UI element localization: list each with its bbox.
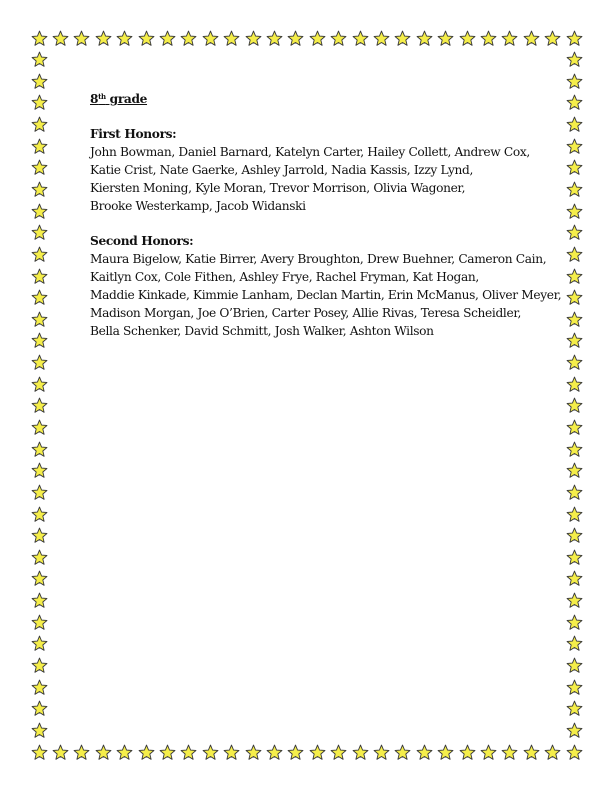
star-icon (31, 73, 48, 90)
grade-suffix: th (98, 92, 106, 101)
star-icon (416, 30, 433, 47)
star-icon (266, 744, 283, 761)
star-icon (31, 246, 48, 263)
first-honors-line: Kiersten Moning, Kyle Moran, Trevor Morrison, Olivia Wagoner, (90, 181, 466, 195)
star-icon (31, 679, 48, 696)
star-icon (437, 30, 454, 47)
grade-heading (90, 90, 147, 108)
star-icon (566, 635, 583, 652)
star-icon (31, 203, 48, 220)
star-icon (31, 224, 48, 241)
star-icon (31, 484, 48, 501)
star-icon (330, 30, 347, 47)
star-icon (31, 116, 48, 133)
star-icon (544, 30, 561, 47)
star-icon (566, 397, 583, 414)
star-icon (566, 462, 583, 479)
star-icon (544, 744, 561, 761)
star-icon (31, 397, 48, 414)
star-icon (245, 30, 262, 47)
star-icon (566, 419, 583, 436)
star-icon (394, 30, 411, 47)
second-honors-line: Kaitlyn Cox, Cole Fithen, Ashley Frye, Rachel Fryman, Kat Hogan, (90, 270, 479, 284)
star-icon (480, 744, 497, 761)
star-icon (566, 506, 583, 523)
star-icon (31, 441, 48, 458)
star-icon (31, 635, 48, 652)
star-icon (73, 744, 90, 761)
star-icon (31, 159, 48, 176)
star-icon (330, 744, 347, 761)
second-honors-section (90, 232, 562, 340)
star-icon (566, 441, 583, 458)
star-icon (138, 744, 155, 761)
star-icon (223, 30, 240, 47)
star-icon (116, 30, 133, 47)
star-icon (31, 527, 48, 544)
star-icon (416, 744, 433, 761)
star-icon (480, 30, 497, 47)
second-honors-line: Madison Morgan, Joe O’Brien, Carter Posey, Allie Rivas, Teresa Scheidler, (90, 306, 521, 320)
star-icon (31, 332, 48, 349)
star-icon (566, 592, 583, 609)
star-icon (566, 203, 583, 220)
star-icon (287, 744, 304, 761)
star-icon (566, 30, 583, 47)
star-icon (31, 419, 48, 436)
star-icon (31, 289, 48, 306)
star-icon (566, 289, 583, 306)
star-icon (566, 376, 583, 393)
star-icon (566, 181, 583, 198)
first-honors-title: First Honors: (90, 127, 177, 141)
star-icon (566, 570, 583, 587)
star-icon (566, 332, 583, 349)
star-icon (566, 224, 583, 241)
star-icon (394, 744, 411, 761)
star-icon (31, 376, 48, 393)
star-icon (31, 592, 48, 609)
star-icon (566, 549, 583, 566)
star-icon (138, 30, 155, 47)
star-icon (52, 30, 69, 47)
grade-number: 8 (90, 92, 99, 106)
star-icon (501, 30, 518, 47)
star-icon (373, 30, 390, 47)
star-icon (95, 30, 112, 47)
star-icon (566, 527, 583, 544)
star-icon (352, 744, 369, 761)
star-icon (566, 354, 583, 371)
star-icon (31, 462, 48, 479)
star-icon (31, 354, 48, 371)
star-icon (180, 744, 197, 761)
star-icon (287, 30, 304, 47)
second-honors-title: Second Honors: (90, 234, 194, 248)
star-icon (31, 138, 48, 155)
second-honors-line: Maddie Kinkade, Kimmie Lanham, Declan Martin, Erin McManus, Oliver Meyer, (90, 288, 562, 302)
star-icon (266, 30, 283, 47)
star-icon (223, 744, 240, 761)
star-icon (31, 657, 48, 674)
star-icon (459, 30, 476, 47)
star-icon (373, 744, 390, 761)
star-icon (459, 744, 476, 761)
star-icon (566, 657, 583, 674)
star-icon (566, 311, 583, 328)
star-icon (566, 116, 583, 133)
star-icon (31, 51, 48, 68)
star-icon (31, 744, 48, 761)
star-icon (566, 159, 583, 176)
star-icon (52, 744, 69, 761)
star-icon (31, 700, 48, 717)
star-icon (309, 30, 326, 47)
star-icon (95, 744, 112, 761)
star-icon (31, 570, 48, 587)
grade-word: grade (105, 92, 148, 106)
star-icon (31, 181, 48, 198)
star-icon (566, 679, 583, 696)
star-icon (523, 30, 540, 47)
star-icon (566, 73, 583, 90)
star-icon (309, 744, 326, 761)
star-icon (202, 30, 219, 47)
honor-roll-document (90, 90, 562, 340)
star-icon (566, 614, 583, 631)
second-honors-line: Bella Schenker, David Schmitt, Josh Walker, Ashton Wilson (90, 324, 434, 338)
star-icon (566, 138, 583, 155)
star-icon (180, 30, 197, 47)
star-icon (202, 744, 219, 761)
star-icon (523, 744, 540, 761)
star-icon (31, 722, 48, 739)
star-icon (566, 484, 583, 501)
star-icon (352, 30, 369, 47)
second-honors-line: Maura Bigelow, Katie Birrer, Avery Broughton, Drew Buehner, Cameron Cain, (90, 252, 547, 266)
star-icon (159, 30, 176, 47)
star-icon (73, 30, 90, 47)
star-icon (31, 614, 48, 631)
star-icon (437, 744, 454, 761)
star-icon (31, 94, 48, 111)
star-icon (31, 30, 48, 47)
star-icon (566, 268, 583, 285)
star-icon (566, 246, 583, 263)
star-icon (566, 94, 583, 111)
first-honors-line: John Bowman, Daniel Barnard, Katelyn Carter, Hailey Collett, Andrew Cox, (90, 145, 530, 159)
star-icon (116, 744, 133, 761)
star-icon (245, 744, 262, 761)
first-honors-line: Brooke Westerkamp, Jacob Widanski (90, 199, 306, 213)
star-icon (31, 549, 48, 566)
star-icon (566, 744, 583, 761)
star-icon (566, 700, 583, 717)
star-icon (501, 744, 518, 761)
first-honors-section (90, 125, 530, 215)
star-icon (31, 311, 48, 328)
star-icon (566, 51, 583, 68)
star-icon (566, 722, 583, 739)
star-icon (31, 268, 48, 285)
star-icon (159, 744, 176, 761)
star-icon (31, 506, 48, 523)
first-honors-line: Katie Crist, Nate Gaerke, Ashley Jarrold, Nadia Kassis, Izzy Lynd, (90, 163, 474, 177)
